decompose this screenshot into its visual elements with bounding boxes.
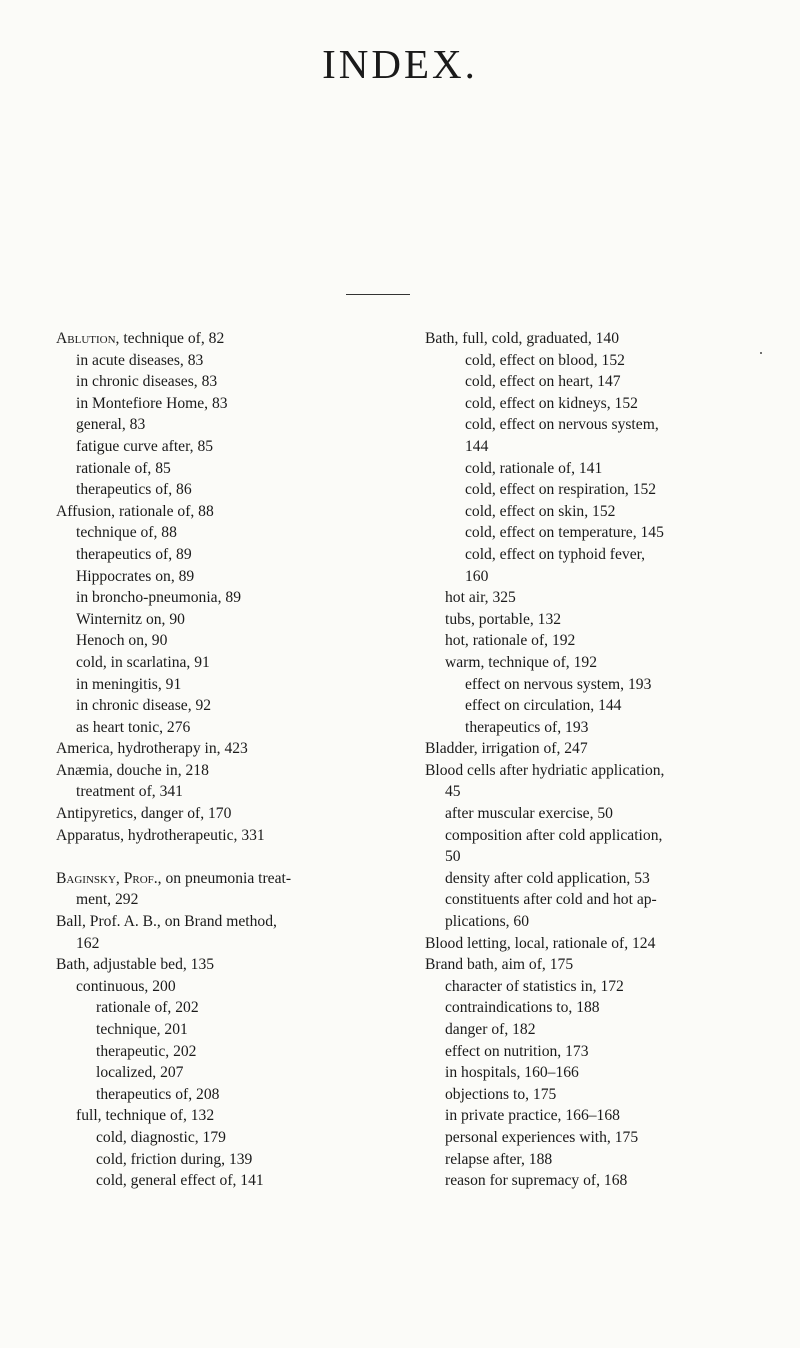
index-subentry: Hippocrates on, 89 bbox=[76, 567, 195, 585]
entry-heading-rest: , technique of, 82 bbox=[115, 330, 225, 347]
index-column-right bbox=[425, 328, 760, 1192]
index-subentry: cold, friction during, 139 bbox=[96, 1150, 253, 1168]
entry-heading-word: Ablution bbox=[56, 330, 116, 347]
index-entry: Brand bath, aim of, 175 bbox=[425, 956, 574, 974]
index-subentry: cold, effect on respiration, 152 bbox=[465, 481, 657, 499]
index-entry: Antipyretics, danger of, 170 bbox=[56, 805, 232, 823]
index-subentry: localized, 207 bbox=[96, 1064, 184, 1082]
index-subentry: therapeutics of, 193 bbox=[465, 718, 589, 736]
index-subentry: tubs, portable, 132 bbox=[445, 610, 562, 628]
speck-mark bbox=[760, 352, 762, 354]
index-subentry: technique, 201 bbox=[96, 1021, 188, 1038]
index-subentry: hot air, 325 bbox=[445, 589, 516, 607]
index-column-left bbox=[56, 328, 361, 1192]
index-subentry: in chronic diseases, 83 bbox=[76, 373, 218, 391]
index-subentry: plications, 60 bbox=[445, 913, 530, 931]
index-subentry: rationale of, 85 bbox=[76, 459, 171, 477]
index-entry: Bath, adjustable bed, 135 bbox=[56, 956, 215, 974]
index-subentry: effect on nutrition, 173 bbox=[445, 1042, 589, 1060]
index-subentry: therapeutics of, 208 bbox=[96, 1085, 220, 1103]
index-subentry: in broncho-pneumonia, 89 bbox=[76, 589, 241, 607]
index-subentry: in meningitis, 91 bbox=[76, 675, 182, 693]
index-subentry: effect on nervous system, 193 bbox=[465, 675, 652, 693]
index-entry: America, hydrotherapy in, 423 bbox=[56, 740, 248, 758]
index-subentry: continuous, 200 bbox=[76, 977, 176, 995]
index-subentry: as heart tonic, 276 bbox=[76, 718, 191, 736]
index-subentry: density after cold application, 53 bbox=[445, 869, 650, 887]
index-subentry: cold, diagnostic, 179 bbox=[96, 1128, 226, 1146]
index-entry bbox=[56, 328, 361, 350]
entry-heading-rest: , on pneumonia treat- bbox=[157, 869, 292, 887]
section-gap bbox=[56, 846, 361, 868]
index-subentry: rationale of, 202 bbox=[96, 999, 199, 1017]
index-entry: Ball, Prof. A. B., on Brand method, bbox=[56, 913, 277, 931]
index-subentry: full, technique of, 132 bbox=[76, 1107, 215, 1125]
index-subentry: in chronic disease, 92 bbox=[76, 697, 212, 715]
index-subentry: cold, in scarlatina, 91 bbox=[76, 653, 210, 671]
index-subentry: relapse after, 188 bbox=[445, 1150, 553, 1168]
index-subentry: objections to, 175 bbox=[445, 1085, 557, 1103]
index-subentry: hot, rationale of, 192 bbox=[445, 632, 576, 650]
index-subentry: cold, effect on blood, 152 bbox=[465, 351, 625, 369]
index-entry bbox=[56, 868, 361, 890]
index-subentry: in Montefiore Home, 83 bbox=[76, 394, 228, 412]
index-subentry: after muscular exercise, 50 bbox=[445, 805, 613, 823]
index-subentry: warm, technique of, 192 bbox=[445, 653, 597, 671]
index-subentry: Henoch on, 90 bbox=[76, 632, 168, 650]
index-subentry: cold, rationale of, 141 bbox=[465, 459, 603, 477]
index-subentry: 144 bbox=[465, 437, 489, 455]
index-subentry: cold, effect on kidneys, 152 bbox=[465, 394, 638, 412]
index-subentry: 162 bbox=[76, 934, 100, 952]
index-subentry: constituents after cold and hot ap- bbox=[445, 891, 657, 909]
index-subentry: cold, effect on nervous system, bbox=[465, 416, 659, 434]
index-subentry: danger of, 182 bbox=[445, 1021, 536, 1038]
index-subentry: reason for supremacy of, 168 bbox=[445, 1172, 628, 1190]
index-subentry: ment, 292 bbox=[76, 891, 139, 909]
index-subentry: technique of, 88 bbox=[76, 524, 177, 542]
index-subentry: cold, effect on temperature, 145 bbox=[465, 524, 664, 542]
index-subentry: cold, general effect of, 141 bbox=[96, 1172, 264, 1190]
index-subentry: therapeutic, 202 bbox=[96, 1042, 197, 1060]
index-subentry: cold, effect on skin, 152 bbox=[465, 502, 616, 520]
index-subentry: fatigue curve after, 85 bbox=[76, 437, 214, 455]
index-subentry: 45 bbox=[445, 783, 461, 801]
index-subentry: personal experiences with, 175 bbox=[445, 1128, 639, 1146]
index-subentry: character of statistics in, 172 bbox=[445, 977, 624, 995]
index-subentry: treatment of, 341 bbox=[76, 783, 183, 801]
index-subentry: cold, effect on heart, 147 bbox=[465, 373, 621, 391]
index-entry: Blood cells after hydriatic application, bbox=[425, 761, 665, 779]
index-subentry: therapeutics of, 86 bbox=[76, 481, 192, 499]
index-subentry: therapeutics of, 89 bbox=[76, 545, 192, 563]
index-entry: Blood letting, local, rationale of, 124 bbox=[425, 934, 656, 952]
index-subentry: composition after cold application, bbox=[445, 826, 663, 844]
entry-heading-word: Baginsky, Prof. bbox=[56, 869, 158, 887]
index-entry: Apparatus, hydrotherapeutic, 331 bbox=[56, 826, 265, 844]
index-subentry: in private practice, 166–168 bbox=[445, 1107, 620, 1125]
index-entry: Bladder, irrigation of, 247 bbox=[425, 740, 588, 758]
index-entry: Anæmia, douche in, 218 bbox=[56, 761, 209, 779]
index-subentry: 160 bbox=[465, 567, 489, 585]
index-subentry: Winternitz on, 90 bbox=[76, 610, 185, 628]
index-subentry: contraindications to, 188 bbox=[445, 999, 600, 1017]
index-subentry: effect on circulation, 144 bbox=[465, 697, 622, 715]
index-subentry: 50 bbox=[445, 848, 461, 866]
index-subentry: in hospitals, 160–166 bbox=[445, 1064, 579, 1082]
page-title: INDEX. bbox=[322, 41, 478, 87]
index-entry: Bath, full, cold, graduated, 140 bbox=[425, 330, 620, 347]
index-entry: Affusion, rationale of, 88 bbox=[56, 502, 214, 520]
title-divider bbox=[346, 294, 410, 295]
index-subentry: cold, effect on typhoid fever, bbox=[465, 545, 646, 563]
index-subentry: general, 83 bbox=[76, 416, 146, 434]
index-subentry: in acute diseases, 83 bbox=[76, 351, 204, 369]
